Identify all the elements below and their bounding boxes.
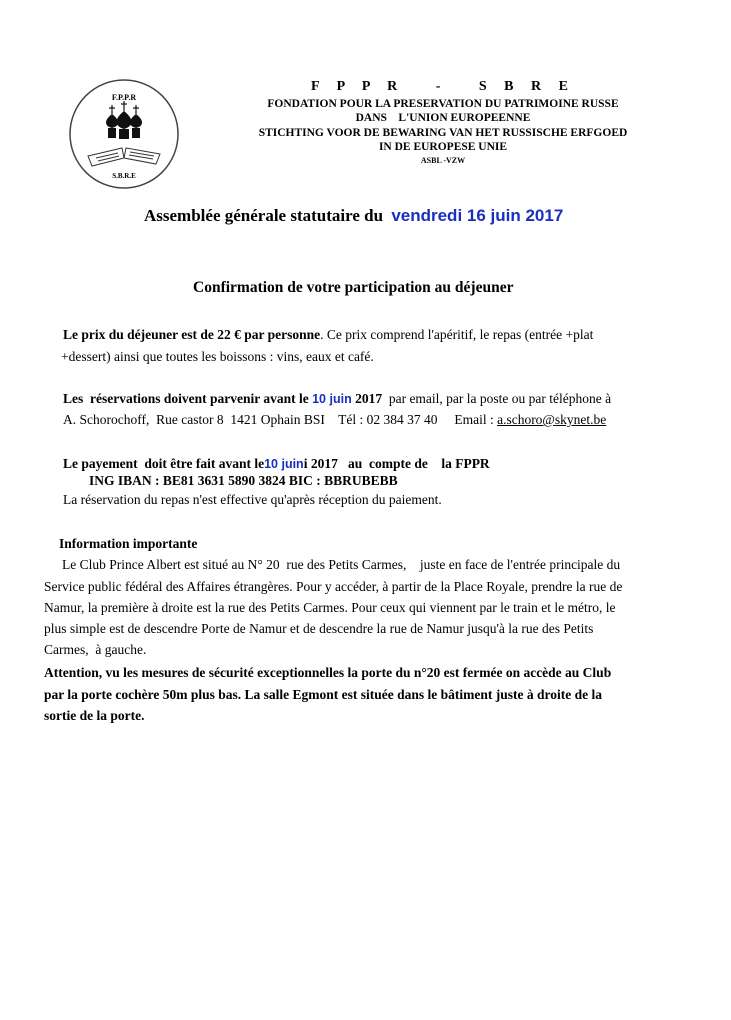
header-line-3: STICHTING VOOR DE BEWARING VAN HET RUSSISCHE ERFGOED (258, 127, 628, 139)
header-line-5: ASBL -VZW (420, 156, 466, 165)
payment-year: i 2017 (303, 456, 338, 471)
attention-line-1: Attention, vu les mesures de sécurité exceptionnelles la porte du n°20 est fermée on accède au Club (44, 665, 612, 680)
header-line-1: FONDATION POUR LA PRESERVATION DU PATRIMOINE RUSSE (267, 98, 619, 110)
payment-note: La réservation du repas n'est effective qu'après réception du paiement. (63, 492, 442, 507)
reservations-bold: Les réservations doivent parvenir avant le (63, 391, 309, 406)
payment-bank: ING IBAN : BE81 3631 5890 3824 BIC : BBRUBEBB (89, 473, 398, 488)
price-line-1 (63, 326, 593, 344)
logo-top-text: F.P.P.R (111, 93, 137, 102)
payment-bold: Le payement doit être fait avant le (63, 456, 265, 471)
reservations-contact-line (63, 411, 606, 429)
info-heading: Information importante (59, 536, 198, 551)
payment-line-1 (63, 455, 490, 473)
price-rest: . Ce prix comprend l'apéritif, le repas (entrée +plat (320, 327, 594, 342)
email-link[interactable]: a.schoro@skynet.be (497, 412, 607, 427)
page-title (144, 206, 563, 226)
header-line-4: IN DE EUROPESE UNIE (378, 141, 508, 153)
logo-bottom-text: S.B.R.E (112, 172, 136, 180)
reservations-rest: par email, par la poste ou par téléphone à (382, 391, 612, 406)
reservations-line-1 (63, 390, 611, 408)
info-line-2: Service public fédéral des Affaires étrangères. Pour y accéder, à partir de la Place Royale, prendre la rue de (44, 579, 623, 594)
attention-line-3: sortie de la porte. (44, 708, 145, 723)
page-subtitle: Confirmation de votre participation au déjeuner (193, 279, 514, 296)
payment-rest: au compte de la FPPR (337, 456, 490, 471)
payment-date: 10 juin (264, 457, 304, 471)
title-prefix: Assemblée générale statutaire du (144, 206, 384, 225)
attention-line-2: par la porte cochère 50m plus bas. La salle Egmont est située dans le bâtiment juste à droite de la (44, 687, 602, 702)
price-bold: Le prix du déjeuner est de 22 € par personne (63, 327, 321, 342)
reservations-year: 2017 (355, 391, 383, 406)
info-line-3: Namur, la première à droite est la rue des Petits Carmes. Pour ceux qui viennent par le train et le métro, le (44, 600, 616, 615)
info-line-4: plus simple est de descendre Porte de Namur et de descendre la rue de Namur jusqu'à la rue des Petits (44, 621, 594, 636)
reservations-date: 10 juin (312, 392, 352, 406)
info-line-5: Carmes, à gauche. (44, 642, 147, 657)
header-line-2: DANS L'UNION EUROPEENNE (355, 112, 531, 124)
info-line-1: Le Club Prince Albert est situé au N° 20 rue des Petits Carmes, juste en face de l'entrée principale du (62, 557, 621, 572)
reservations-contact: A. Schorochoff, Rue castor 8 1421 Ophain BSI Tél : 02 384 37 40 Email : (63, 412, 498, 427)
title-date: vendredi 16 juin 2017 (391, 206, 564, 225)
price-line-2: +dessert) ainsi que toutes les boissons : vins, eaux et café. (61, 349, 374, 364)
header-acronym: F P P R - S B R E (311, 79, 575, 94)
fppr-logo (68, 78, 180, 190)
